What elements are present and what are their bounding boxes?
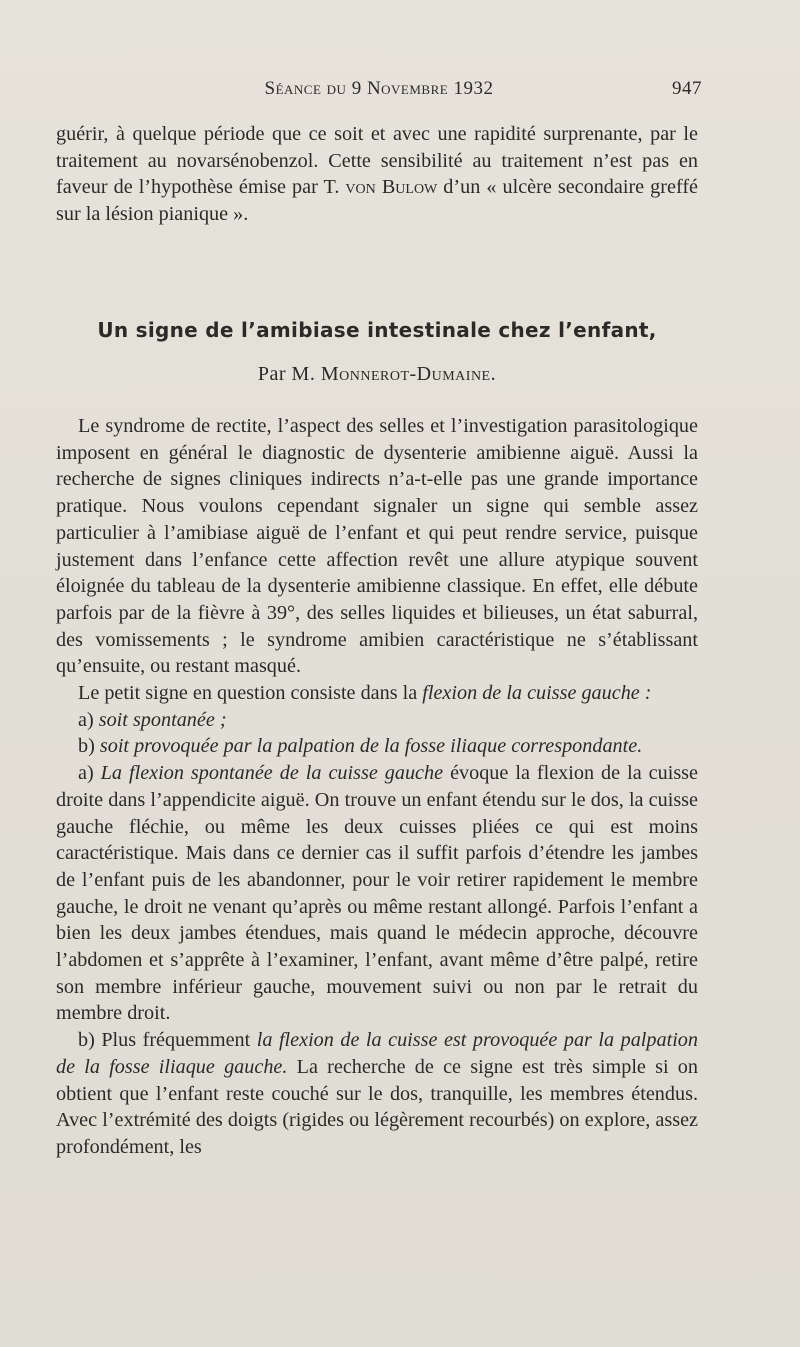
author-name: Monnerot-Dumaine. [320, 363, 497, 385]
emphasis: flexion de la cuisse gauche : [422, 682, 652, 705]
text-run: d’un « ulcère secondaire greffé sur la lésion pianique ». [56, 176, 699, 226]
page-header [56, 78, 702, 108]
author-surname: Bulow [381, 176, 438, 199]
paragraph [56, 121, 698, 228]
list-label: b) [78, 735, 100, 758]
article-title: Un signe de l’amibiase intestinale chez l’enfant, [97, 318, 657, 342]
emphasis: La flexion spontanée de la cuisse gauche [100, 762, 444, 785]
author-particle: von [345, 176, 376, 199]
paragraph-4 [56, 733, 698, 760]
text-run: La recherche de ce signe est très simple si on obtient que l’enfant reste couché sur le dos, tranquille, les membres étendus. Avec l’extrémité des doigts (rigides ou légèrement recourbés) on explore, assez profondément, les [56, 1055, 698, 1158]
page-number: 947 [672, 78, 702, 99]
text-run: Le petit signe en question consiste dans la [78, 682, 423, 705]
paragraph-6 [56, 1027, 698, 1161]
emphasis: soit provoquée par la palpation de la fosse iliaque correspondante. [99, 735, 643, 758]
text-run: évoque la flexion de la cuisse droite dans l’appendicite aiguë. On trouve un enfant étendu sur le dos, la cuisse gauche fléchie, ou même les deux cuisses pliées ce qui est moins caractéristique. Mais dans ce dernier cas il suffit parfois d’étendre les jambes de l’enfant puis de les abandonner, pour le voir retirer rapidement le membre gauche, le droit ne venant qu’après ou même restant allongé. Parfois l’enfant a bien les deux jambes étendues, mais quand le médecin approche, découvre l’abdomen et s’apprête à l’examiner, l’enfant, avant même d’être palpé, retire son membre inférieur gauche, mouvement suivi ou non par le retrait du membre droit. [56, 762, 698, 1025]
paragraph-1: Le syndrome de rectite, l’aspect des selles et l’investigation parasitologique imposent en général le diagnostic de dysenterie amibienne aiguë. Aussi la recherche de signes cliniques indirects n’a-t-elle pas une grande importance pratique. Nous voulons cependant signaler un signe qui semble assez particulier à l’amibiase aiguë de l’enfant et qui peut rendre service, puisque justement dans l’enfance cette affection revêt une allure atypique souvent éloignée du tableau de la dysenterie amibienne classique. En effet, elle débute parfois par de la fièvre à 39°, des selles liquides et bilieuses, un état saburral, des vomissements ; le syndrome amibien caractéristique ne s’établissant qu’ensuite, ou restant masqué. [56, 415, 698, 678]
list-label: b) Plus fréquemment [78, 1029, 257, 1052]
emphasis: soit spontanée ; [98, 708, 227, 731]
emphasis: la flexion de la cuisse est provoquée par la palpation de la fosse iliaque gauche. [56, 1029, 698, 1078]
paragraph-5 [56, 760, 698, 1027]
author-prefix: Par M. [257, 363, 321, 385]
article-author [56, 363, 698, 386]
paragraph-2 [56, 680, 698, 707]
article-body [56, 413, 698, 1161]
paragraph-3 [56, 707, 698, 734]
running-title: Séance du 9 Novembre 1932 [264, 78, 494, 99]
list-label: a) [78, 762, 101, 785]
continued-paragraph [56, 121, 698, 228]
text-run: guérir, à quelque période que ce soit et avec une rapidité surprenante, par le traitement au novarsénobenzol. Cette sensibilité au traitement n’est pas en faveur de l’hypothèse émise par T. [56, 123, 698, 199]
list-label: a) [78, 708, 99, 731]
